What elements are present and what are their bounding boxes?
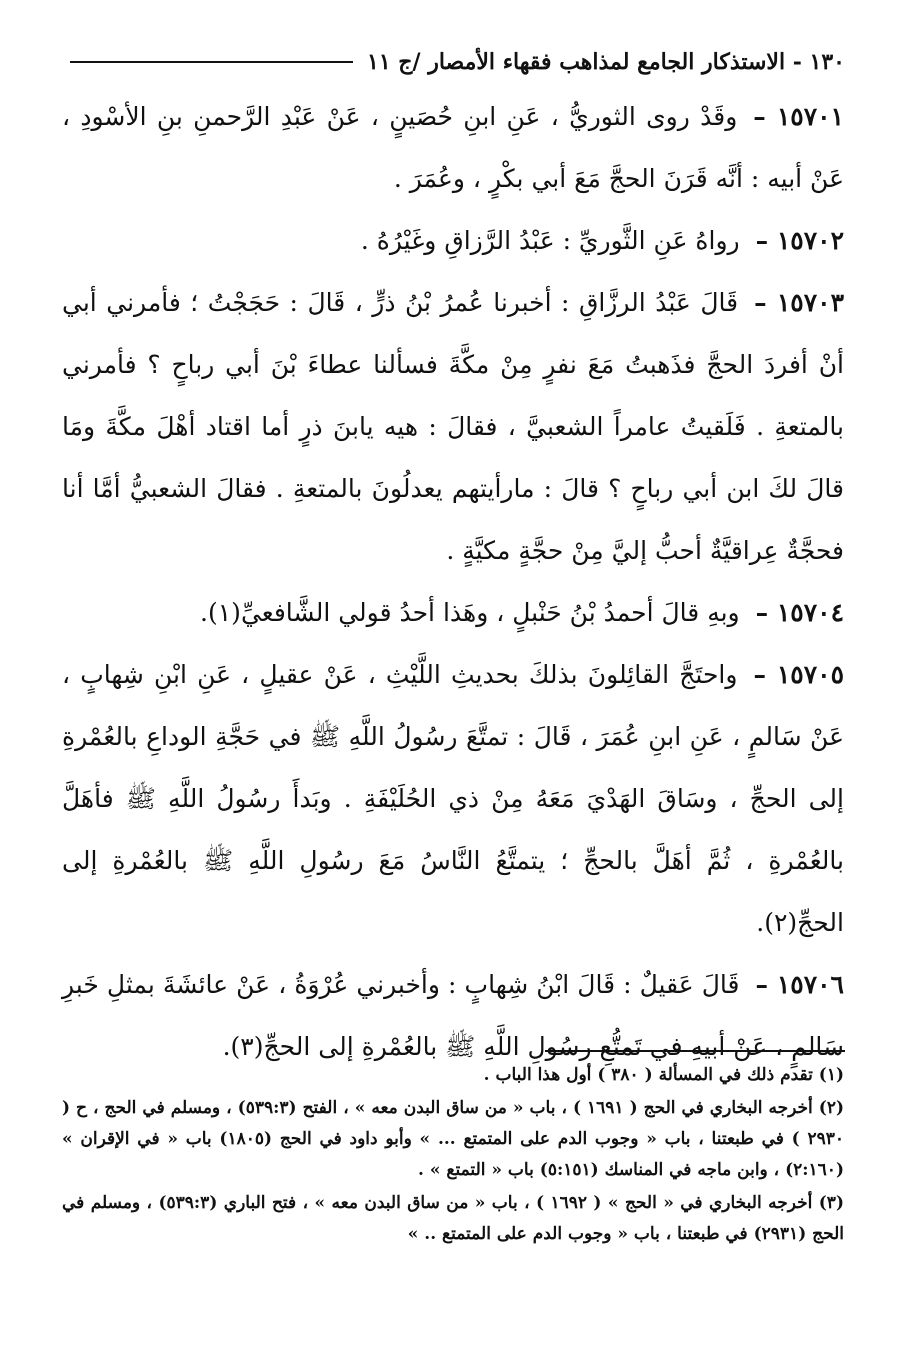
paragraph-15702 <box>62 210 844 272</box>
header-rule <box>70 61 353 63</box>
paragraph-15705 <box>62 644 844 954</box>
paragraph-number: ١٥٧٠٥ – <box>753 660 844 689</box>
paragraph-number: ١٥٧٠٣ – <box>754 288 844 317</box>
paragraph-15704 <box>62 582 844 644</box>
footnote-separator <box>545 1050 845 1052</box>
paragraph-number: ١٥٧٠٤ – <box>755 598 844 627</box>
paragraph-15703 <box>62 272 844 582</box>
footnote-3: (٣) أخرجه البخاري في « الحج » ( ١٦٩٢ ) ، باب « من ساق البدن معه » ، فتح الباري (٥٣٩:٣) ، ومسلم في الحج (٢٩٣١) في طبعتنا ، باب « وجوب الدم على المتمتع .. » <box>62 1193 844 1244</box>
main-text <box>62 86 844 1078</box>
running-header <box>70 42 845 82</box>
paragraph-text: قَالَ عَبْدُ الرزَّاقِ : أخبرنا عُمرُ بْنُ ذرٍّ ، قَالَ : حَجَجْتُ ؛ فأمرني أبي أنْ أفردَ الحجَّ فذَهبتُ مَعَ نفرٍ مِنْ مكَّةَ فسألنا عطاءَ بْنَ أبي رباحٍ ؟ فأمرني بالمتعةِ . فَلَقيتُ عامراً الشعبيَّ ، فقالَ : هيه يابنَ ذرٍ أما اقتاد أهْلَ مكَّةَ ومَا قالَ لكَ ابن أبي رباحٍ ؟ قالَ : مارأيتهم يعدلُونَ بالمتعةِ . فقالَ الشعبيُّ أمَّا أنا فحجَّةٌ عِراقيَّةٌ أحبُّ إليَّ مِنْ حجَّةٍ مكيَّةٍ . <box>62 288 844 565</box>
paragraph-text: وقَدْ روى الثوريُّ ، عَنِ ابنِ حُصَينٍ ، عَنْ عَبْدِ الرَّحمنِ بنِ الأسْودِ ، عَنْ أبيه : أنَّه قَرَنَ الحجَّ مَعَ أبي بكْرٍ ، وعُمَرَ . <box>62 102 844 193</box>
paragraph-text: قَالَ عَقيلٌ : قَالَ ابْنُ شِهابٍ : وأخبرني عُرْوَةُ ، عَنْ عائشَةَ بمثلِ خَبرِ سَالمٍ ، عَنْ أبيهِ في تَمتُّعِ رسُولِ اللَّهِ ﷺ بالعُمْرةِ إلى الحجِّ <box>62 970 844 1061</box>
paragraph-number: ١٥٧٠٦ – <box>755 970 844 999</box>
paragraph-text: واحتَجَّ القائِلونَ بذلكَ بحديثِ اللَّيْثِ ، عَنْ عقيلٍ ، عَنِ ابْنِ شِهابٍ ، عَنْ سَالمٍ ، عَنِ ابنِ عُمَرَ ، قَالَ : تمتَّعَ رسُولُ اللَّهِ ﷺ في حَجَّةِ الوداعِ بالعُمْرةِ إلى الحجِّ ، وسَاقَ الهَدْيَ مَعَهُ مِنْ ذي الحُلَيْفَةِ . وبَدأَ رسُولُ اللَّهِ ﷺ فأهَلَّ بالعُمْرةِ ، ثُمَّ أهَلَّ بالحجِّ ؛ يتمتَّعُ النَّاسُ مَعَ رسُولِ اللَّهِ ﷺ بالعُمْرةِ إلى الحجِّ <box>62 660 844 937</box>
paragraph-number: ١٥٧٠٢ – <box>755 226 844 255</box>
footnote-ref[interactable]: (٢). <box>756 908 798 937</box>
paragraph-15701 <box>62 86 844 210</box>
footnote-1: (١) تقدم ذلك في المسألة ( ٣٨٠ ) أول هذا الباب . <box>483 1065 844 1085</box>
footnotes <box>62 1060 844 1252</box>
footnote-ref[interactable]: (١). <box>200 598 241 627</box>
paragraph-text: رواهُ عَنِ الثَّوريِّ : عَبْدُ الرَّزاقِ وغَيْرُهُ . <box>360 226 740 255</box>
paragraph-text: وبهِ قالَ أحمدُ بْنُ حَنْبلٍ ، وهَذا أحدُ قولي الشَّافعيِّ <box>240 598 740 627</box>
footnote-ref[interactable]: (٣). <box>222 1032 264 1061</box>
footnote-2: (٢) أخرجه البخاري في الحج ( ١٦٩١ ) ، باب « من ساق البدن معه » ، الفتح (٥٣٩:٣) ، ومسلم في الحج ، ح ( ٢٩٣٠ ) في طبعتنا ، باب « وجوب الدم على المتمتع ... » وأبو داود في الحج (١٨٠٥) باب « في الإقران » (٢:١٦٠) ، وابن ماجه في المناسك (٥:١٥١) باب « التمتع » . <box>62 1098 844 1180</box>
paragraph-number: ١٥٧٠١ – <box>753 102 844 131</box>
header-title: ١٣٠ - الاستذكار الجامع لمذاهب فقهاء الأمصار /ج ١١ <box>367 49 845 75</box>
